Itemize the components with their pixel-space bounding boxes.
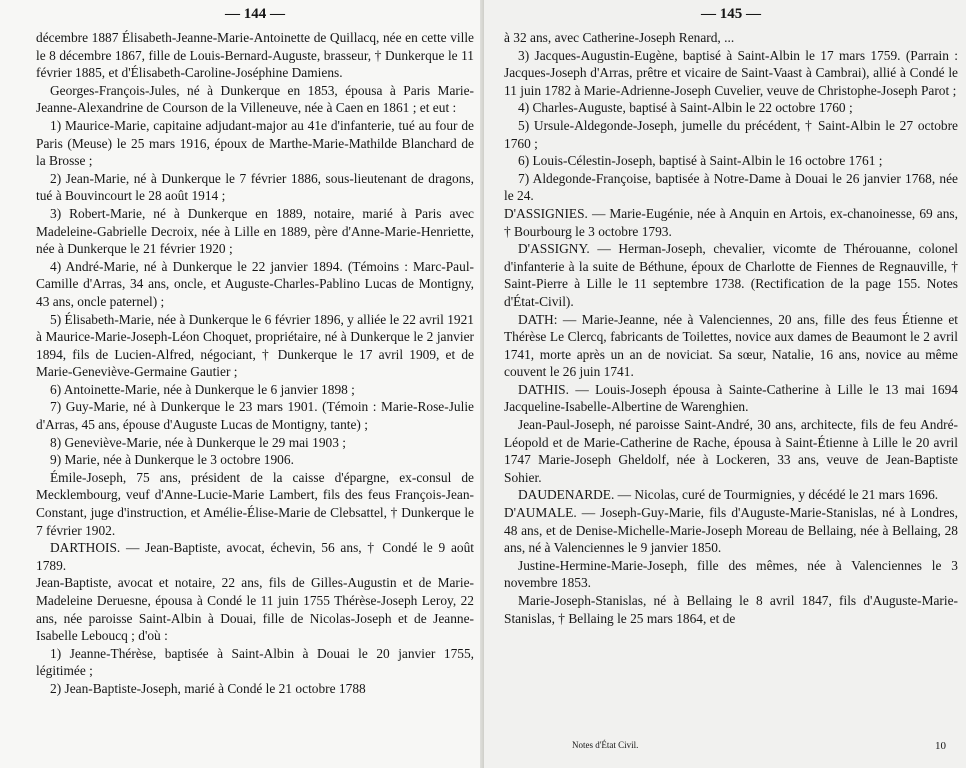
paragraph: 6) Louis-Célestin-Joseph, baptisé à Saint-Albin le 16 octobre 1761 ;	[518, 153, 883, 169]
paragraph: 2) Jean-Baptiste-Joseph, marié à Condé le 21 octobre 1788	[50, 680, 366, 696]
paragraph: 6) Antoinette-Marie, née à Dunkerque le 6 janvier 1898 ;	[50, 381, 355, 397]
paragraph: 4) André-Marie, né à Dunkerque le 22 janvier 1894. (Témoins : Marc-Paul-Camille d'Arras, 34 ans, oncle, et Auguste-Charles-Pablino Lucas de Montigny, 43 ans, oncle paternel) ;	[36, 258, 474, 309]
paragraph: 5) Ursule-Aldegonde-Joseph, jumelle du précédent, † Saint-Albin le 27 octobre 1760 ;	[504, 117, 958, 151]
paragraph: Jean-Paul-Joseph, né paroisse Saint-André, 30 ans, architecte, fils de feu André-Léopold et de Marie-Catherine de Rache, épousa à Saint-Étienne à Lille le 20 avril 1747 Marie-Joseph Gheldolf, née à Lockeren, 33 ans, veuve de Jean-Baptiste Sohier.	[504, 417, 958, 485]
page-number: — 144 —	[225, 6, 285, 22]
entry-heading: D'ASSIGNIES. — Marie-Eugénie, née à Anquin en Artois, ex-chanoinesse, 69 ans, † Bourbourg le 3 octobre 1793.	[504, 205, 958, 239]
paragraph: Émile-Joseph, 75 ans, président de la caisse d'épargne, ex-consul de Mecklembourg, veuf d'Anne-Lucie-Marie Lambert, fils des feus François-Jean-Constant, juge d'instruction, et Amélie-Élise-Marie de Clebsattel, † Dunkerque le 7 février 1902.	[36, 469, 474, 538]
paragraph: 2) Jean-Marie, né à Dunkerque le 7 février 1886, sous-lieutenant de dragons, tué à Bouvincourt le 28 août 1914 ;	[36, 170, 474, 204]
entry-heading: DAUDENARDE. — Nicolas, curé de Tourmignies, y décédé le 21 mars 1696.	[518, 487, 939, 503]
paragraph: 1) Maurice-Marie, capitaine adjudant-major au 41e d'infanterie, tué au four de Paris (Meuse) le 25 mars 1916, époux de Marthe-Marie-Mathilde Blanchard de la Brosse ;	[36, 117, 474, 169]
signature-mark: 10	[935, 740, 946, 752]
right-page	[484, 0, 966, 768]
paragraph: Marie-Joseph-Stanislas, né à Bellaing le 8 avril 1847, fils d'Auguste-Marie-Stanislas, † Bellaing le 25 mars 1864, et de	[504, 593, 958, 626]
paragraph: 8) Geneviève-Marie, née à Dunkerque le 29 mai 1903 ;	[50, 434, 346, 450]
paragraph: 1) Jeanne-Thérèse, baptisée à Saint-Albin à Douai le 20 janvier 1755, légitimée ;	[36, 645, 474, 679]
entry-heading: D'AUMALE. — Joseph-Guy-Marie, fils d'Auguste-Marie-Stanislas, né à Londres, 48 ans, et de Denise-Michelle-Marie-Joseph Moreau de Bellaing, née à Bellaing, 28 ans, né à Valenciennes le 9 janvier 1850.	[504, 505, 958, 556]
paragraph: Jean-Baptiste, avocat et notaire, 22 ans, fils de Gilles-Augustin et de Marie-Madeleine Deruesne, épousa à Condé le 11 juin 1755 Thérèse-Joseph Leroy, 22 ans, née paroisse Saint-Albin à Douai, fille de Nicolas-Joseph et de Jeanne-Isabelle Leboucq ; d'où :	[36, 575, 474, 644]
paragraph: 7) Guy-Marie, né à Dunkerque le 23 mars 1901. (Témoin : Marie-Rose-Julie d'Arras, 45 ans, épouse d'Auguste Lucas de Montigny, tante) ;	[36, 399, 474, 433]
page-number: — 145 —	[701, 6, 761, 22]
page-footer	[572, 740, 946, 752]
paragraph: Georges-François-Jules, né à Dunkerque en 1853, épousa à Paris Marie-Jeanne-Alexandrine de Courson de la Villeneuve, née à Caen en 1861 ; et eut :	[36, 82, 474, 116]
entry-heading: DARTHOIS. — Jean-Baptiste, avocat, échevin, 56 ans, † Condé le 9 août 1789.	[36, 540, 474, 573]
paragraph: décembre 1887 Élisabeth-Jeanne-Marie-Antoinette de Quillacq, née en cette ville le 8 décembre 1867, fille de Louis-Bernard-Auguste, brasseur, † Dunkerque le 11 février 1885, et d'Élisabeth-Caroline-Joséphine Damiens.	[36, 30, 474, 81]
paragraph: 7) Aldegonde-Françoise, baptisée à Notre-Dame à Douai le 26 janvier 1768, née le 24.	[504, 170, 958, 204]
paragraph: à 32 ans, avec Catherine-Joseph Renard, ...	[504, 30, 735, 45]
paragraph: 9) Marie, née à Dunkerque le 3 octobre 1906.	[50, 452, 294, 468]
paragraph: 5) Élisabeth-Marie, née à Dunkerque le 6 février 1896, y alliée le 22 avril 1921 à Maurice-Marie-Joseph-Léon Choquet, propriétaire, né à Dunkerque le 2 janvier 1894, fils de Lucien-Alfred, négociant, † Dunkerque le 17 avril 1909, et de Marie-Geneviève-Germaine Gautier ;	[36, 311, 474, 380]
paragraph: 4) Charles-Auguste, baptisé à Saint-Albin le 22 octobre 1760 ;	[518, 100, 853, 116]
paragraph: 3) Robert-Marie, né à Dunkerque en 1889, notaire, marié à Paris avec Madeleine-Gabrielle Decroix, née à Lille en 1889, père d'Anne-Marie-Henriette, née à Dunkerque le 21 février 1920 ;	[36, 205, 474, 257]
entry-heading: DATH: — Marie-Jeanne, née à Valenciennes, 20 ans, fille des feus Étienne et Thérèse Le Clercq, fabricants de Toilettes, novice aux dames de Beaumont le 2 avril 1741, morte après un an de noviciat. Sa sœur, Natalie, 16 ans, novice au même couvent le 26 juin 1741.	[504, 311, 958, 380]
paragraph: Justine-Hermine-Marie-Joseph, fille des mêmes, née à Valenciennes le 3 novembre 1853.	[504, 557, 958, 591]
entry-heading: D'ASSIGNY. — Herman-Joseph, chevalier, vicomte de Thérouanne, colonel d'infanterie à la suite de Béthune, époux de Charlotte de Fiennes de Regnauville, † Saint-Pierre à Lille le 11 septembre 1738. (Rectification de la page 155. Notes d'État-Civil).	[504, 241, 958, 309]
footer-title: Notes d'État Civil.	[572, 740, 639, 750]
entry-heading: DATHIS. — Louis-Joseph épousa à Sainte-Catherine à Lille le 13 mai 1694 Jacqueline-Isabelle-Albertine de Warenghien.	[504, 381, 958, 415]
paragraph: 3) Jacques-Augustin-Eugène, baptisé à Saint-Albin le 17 mars 1759. (Parrain : Jacques-Joseph d'Arras, prêtre et vicaire de Saint-Vaast à Cambrai), allié à Condé le 11 juin 1782 à Marie-Adrienne-Joseph Cuvelier, veuve de Christophe-Joseph Parot ;	[504, 47, 958, 98]
